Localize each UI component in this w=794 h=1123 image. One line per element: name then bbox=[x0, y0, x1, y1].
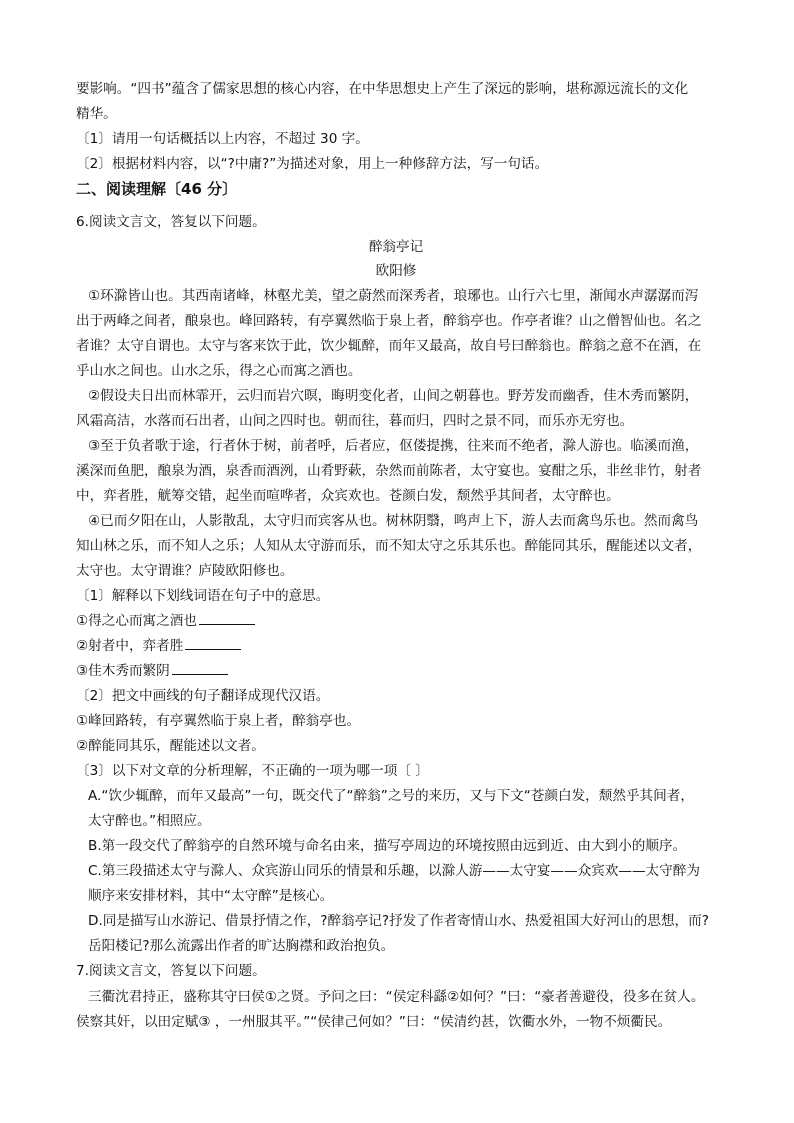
section-2-heading: 二、阅读理解〔46 分〕 bbox=[76, 180, 238, 198]
intro-line-1: 要影响。“四书”蕴含了儒家思想的核心内容，在中华思想史上产生了深远的影响，堪称源远流长的文化 bbox=[76, 81, 689, 97]
sub-question-2-item: ①峰回路转，有亭翼然临于泉上者，醉翁亭也。 bbox=[76, 713, 361, 729]
q7-passage-line: 三衢沈君持正，盛称其守曰侯①之贤。予问之曰：“侯定科繇②如何？”曰：“豪者善避役，役多在贫人。 bbox=[88, 989, 705, 1005]
item-text: ③佳木秀而繁阴 bbox=[76, 663, 170, 679]
answer-blank[interactable] bbox=[185, 637, 241, 650]
intro-question-1: 〔1〕请用一句话概括以上内容，不超过 30 字。 bbox=[76, 131, 369, 147]
passage-line: ①环滁皆山也。其西南诸峰，林壑尤美，望之蔚然而深秀者，琅琊也。山行六七里，渐闻水声潺潺而泻 bbox=[88, 288, 699, 304]
sub-question-1-item bbox=[76, 637, 716, 655]
item-text: ①得之心而寓之酒也 bbox=[76, 613, 197, 629]
option-b: B.第一段交代了醉翁亭的自然环境与命名由来，描写亭周边的环境按照由远到近、由大到小的顺序。 bbox=[88, 838, 687, 854]
q6-prompt: 6.阅读文言文，答复以下问题。 bbox=[76, 214, 266, 230]
sub-question-1-item bbox=[76, 612, 716, 630]
answer-blank[interactable] bbox=[199, 612, 255, 625]
sub-question-2-item: ②醉能同其乐，醒能述以文者。 bbox=[76, 738, 265, 754]
passage-line: 溪深而鱼肥，酿泉为酒，泉香而酒洌，山肴野蔌，杂然而前陈者，太守宴也。宴酣之乐，非丝非竹，射者 bbox=[76, 463, 702, 479]
q7-prompt: 7.阅读文言文，答复以下问题。 bbox=[76, 963, 266, 979]
passage-line: 乎山水之间也。山水之乐，得之心而寓之酒也。 bbox=[76, 363, 362, 379]
q7-passage-line: 侯察其奸，以田定赋③ ，一州服其平。”“侯律己何如？”曰：“侯清约甚，饮衢水外，一物不烦衢民。 bbox=[76, 1014, 672, 1030]
option-c: C.第三段描述太守与滁人、众宾游山同乐的情景和乐趣，以滁人游——太守宴——众宾欢——太守醉为 bbox=[88, 863, 700, 879]
sub-question-3: 〔3〕以下对文章的分析理解，不正确的一项为哪一项〔 〕 bbox=[76, 763, 429, 779]
passage-line: 者谁？太守自谓也。太守与客来饮于此，饮少辄醉，而年又最高，故自号曰醉翁也。醉翁之意不在酒，在 bbox=[76, 338, 702, 354]
option-a: A.“饮少辄醉，而年又最高”一句，既交代了“醉翁”之号的来历，又与下文“苍颜白发，颓然乎其间者， bbox=[88, 788, 694, 804]
answer-blank[interactable] bbox=[172, 662, 228, 675]
sub-question-2: 〔2〕把文中画线的句子翻译成现代汉语。 bbox=[76, 688, 330, 704]
intro-question-2: 〔2〕根据材料内容，以“?中庸?”为描述对象，用上一种修辞方法，写一句话。 bbox=[76, 156, 549, 172]
passage-line: ②假设夫日出而林霏开，云归而岩穴暝，晦明变化者，山间之朝暮也。野芳发而幽香，佳木秀而繁阴， bbox=[88, 388, 699, 404]
passage-title: 醉翁亭记 bbox=[368, 239, 424, 255]
passage-line: 风霜高洁，水落而石出者，山间之四时也。朝而往，暮而归，四时之景不同，而乐亦无穷也。 bbox=[76, 413, 634, 429]
passage-author: 欧阳修 bbox=[375, 263, 417, 279]
sub-question-1: 〔1〕解释以下划线词语在句子中的意思。 bbox=[76, 588, 330, 604]
option-c-cont: 顺序来安排材料，其中“太守醉”是核心。 bbox=[88, 888, 334, 904]
passage-line: 中，弈者胜，觥筹交错，起坐而喧哗者，众宾欢也。苍颜白发，颓然乎其间者，太守醉也。 bbox=[76, 488, 620, 504]
passage-line: 太守也。太守谓谁？庐陵欧阳修也。 bbox=[76, 563, 294, 579]
intro-line-2: 精华。 bbox=[76, 106, 117, 122]
option-d: D.同是描写山水游记、借景抒情之作，?醉翁亭记?抒发了作者寄情山水、热爱祖国大好河山的思想，而? bbox=[88, 913, 709, 929]
option-d-cont: 岳阳楼记?那么流露出作者的旷达胸襟和政治抱负。 bbox=[88, 938, 395, 954]
passage-line: 知山林之乐，而不知人之乐；人知从太守游而乐，而不知太守之乐其乐也。醉能同其乐，醒能述以文者， bbox=[76, 538, 702, 554]
passage-line: ④已而夕阳在山，人影散乱，太守归而宾客从也。树林阴翳，鸣声上下，游人去而禽鸟乐也。然而禽鸟 bbox=[88, 513, 699, 529]
passage-line: ③至于负者歌于途，行者休于树，前者呼，后者应，伛偻提携，往来而不绝者，滁人游也。临溪而渔， bbox=[88, 438, 699, 454]
option-a-cont: 太守醉也。”相照应。 bbox=[88, 813, 211, 829]
item-text: ②射者中，弈者胜 bbox=[76, 638, 184, 654]
sub-question-1-item bbox=[76, 662, 716, 680]
passage-line: 出于两峰之间者，酿泉也。峰回路转，有亭翼然临于泉上者，醉翁亭也。作亭者谁？山之僧智仙也。名之 bbox=[76, 313, 702, 329]
